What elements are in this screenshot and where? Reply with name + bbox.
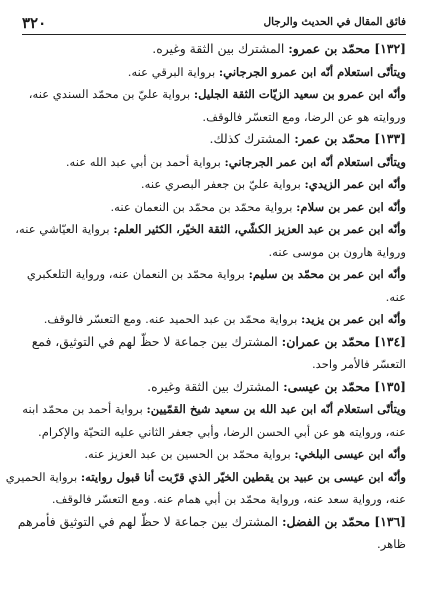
text-line: [١٣٥] محمّد بن عيسى: المشترك بين الثقة وغيره. [147, 378, 406, 394]
text-line: عنه. [385, 289, 406, 304]
text-line: ويتأتّى استعلام أنّه ابن عبد الله بن سعيد شيخ القمّيين: برواية أحمد بن محمّد ابنه [22, 402, 406, 416]
entry-lead: وأنّه ابن عمر بن سلام: [296, 199, 406, 214]
page-header [22, 14, 406, 35]
text-line: وأنّه ابن عمر بن عبد العزيز الكشّي، الثقة الخيّر، الكثير العلم: برواية العيّاشي عنه، [15, 222, 406, 236]
running-title: فائق المقال في الحديث والرجال [263, 16, 406, 28]
page-number: ٣٢٠ [22, 14, 47, 32]
text-line: [١٣٤] محمّد بن عمران: المشترك بين جماعة لا حظّ لهم في التوثيق، فمع [31, 333, 406, 349]
text-line: وأنّه ابن عمر بن محمّد بن سليم: برواية محمّد بن النعمان عنه، ورواية التلعكبري [26, 267, 406, 281]
text-line: وأنّه ابن عمرو بن سعيد الزيّات الثقة الجليل: برواية عليّ بن محمّد السندي عنه، [28, 87, 406, 101]
text-line: ظاهر. [377, 537, 406, 551]
text-line: وروايته هو عن الرضا، ومع التعسّر فالوقف. [202, 109, 406, 124]
entry-lead: ويتأتّى استعلام أنّه ابن عبد الله بن سعيد شيخ القمّيين: [146, 402, 406, 416]
entry-lead: وأنّه ابن عمرو بن سعيد الزيّات الثقة الجليل: [193, 87, 406, 101]
entry-lead: وأنّه ابن عمر الزيدي: [304, 177, 406, 191]
entry-lead: وأنّه ابن عمر بن محمّد بن سليم: [248, 267, 406, 281]
text-line: وأنّه ابن عمر بن سلام: برواية محمّد بن محمّد بن النعمان عنه. [110, 199, 406, 214]
text-line: التعسّر فالأمر واحد. [311, 357, 406, 371]
entry-lead: وأنّه ابن عمر بن عبد العزيز الكشّي، الثقة الخيّر، الكثير العلم: [113, 222, 406, 236]
text-line: [١٣٢] محمّد بن عمرو: المشترك بين الثقة وغيره. [152, 41, 406, 56]
text-line: ويتأتّى استعلام أنّه ابن عمرو الجرجاني: برواية البرقي عنه. [127, 64, 406, 79]
entry-lead: وأنّه ابن عمر بن يزيد: [301, 312, 406, 326]
text-line: وأنّه ابن عمر بن يزيد: برواية محمّد بن عبد الحميد عنه. ومع التعسّر فالوقف. [43, 312, 406, 326]
entry-lead: ويتأتّى استعلام أنّه ابن عمرو الجرجاني: [218, 64, 406, 79]
text-line: وأنّه ابن عمر الزيدي: برواية عليّ بن جعفر البصري عنه. [140, 177, 406, 191]
text-line: وأنّه ابن عيسى البلخي: برواية محمّد بن الحسين بن عبد العزيز عنه. [84, 447, 406, 461]
entry-lead: [١٣٦] محمّد بن الفضل: [281, 513, 406, 529]
text-line: [١٣٦] محمّد بن الفضل: المشترك بين جماعة لا حظّ لهم في التوثيق فأمرهم [17, 513, 406, 529]
text-line: ويتأتّى استعلام أنّه ابن عمر الجرجاني: برواية أحمد بن أبي عبد الله عنه. [65, 154, 406, 169]
entry-lead: [١٣٥] محمّد بن عيسى: [283, 378, 406, 394]
text-line: [١٣٣] محمّد بن عمر: المشترك كذلك. [209, 131, 406, 146]
text-line: عنه، وروايته هو عن أبي الحسن الرضا، وأبي جعفر الثاني عليه التحيّة والإكرام. [38, 424, 406, 439]
body-text [5, 38, 406, 556]
entry-lead: وأنّه ابن عيسى البلخي: [294, 447, 406, 461]
entry-lead: [١٣٣] محمّد بن عمر: [294, 131, 406, 146]
entry-lead: [١٣٤] محمّد بن عمران: [281, 333, 406, 349]
entry-lead: وأنّه ابن عيسى بن عبيد بن يقطين الخيّر الذي قرّبت أنا قبول روايته: [80, 469, 406, 484]
text-line: ورواية هارون بن موسى عنه. [268, 244, 406, 259]
text-line: وأنّه ابن عيسى بن عبيد بن يقطين الخيّر الذي قرّبت أنا قبول روايته: برواية الحميري [5, 469, 406, 484]
entry-lead: ويتأتّى استعلام أنّه ابن عمر الجرجاني: [224, 154, 406, 169]
entry-lead: [١٣٢] محمّد بن عمرو: [288, 41, 406, 56]
text-line: عنه، ورواية سعد عنه، ورواية محمّد بن أبي همام عنه. ومع التعسّر فالوقف. [51, 492, 406, 506]
